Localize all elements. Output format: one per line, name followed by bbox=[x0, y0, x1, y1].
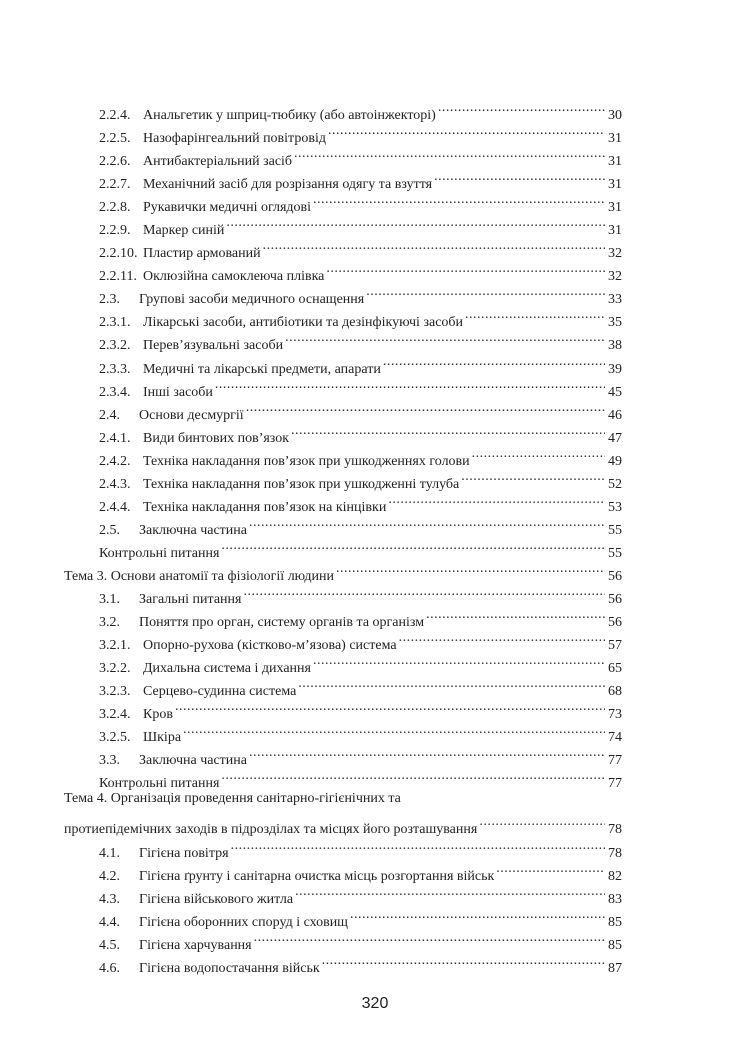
toc-dot-leader bbox=[313, 649, 605, 672]
toc-entry-number: 2.4.4. bbox=[99, 499, 131, 515]
toc-entry[interactable] bbox=[0, 626, 750, 654]
toc-entry-number: 2.2.7. bbox=[99, 177, 131, 193]
toc-entry-title: Серцево-судинна система bbox=[143, 684, 297, 700]
toc-entry-title: Опорно-рухова (кістково-м’язова) система bbox=[143, 638, 397, 654]
toc-entry[interactable] bbox=[0, 880, 750, 907]
toc-entry-number: 2.3. bbox=[99, 292, 120, 308]
toc-entry-page: 32 bbox=[608, 269, 622, 285]
toc-entry-page: 47 bbox=[608, 430, 622, 446]
toc-entry-line bbox=[64, 557, 622, 584]
toc-entry-line bbox=[99, 303, 622, 331]
toc-dot-leader bbox=[366, 280, 605, 303]
toc-entry-title: Лікарські засоби, антибіотики та дезінфікуючі засоби bbox=[143, 315, 464, 331]
toc-entry-line bbox=[99, 119, 622, 147]
toc-dot-leader bbox=[231, 834, 605, 857]
toc-entry-line bbox=[99, 603, 622, 631]
toc-dot-leader bbox=[399, 626, 605, 649]
toc-entry[interactable] bbox=[0, 511, 750, 538]
toc-entry[interactable] bbox=[0, 949, 750, 976]
toc-entry-line bbox=[99, 142, 622, 170]
toc-entry-line bbox=[99, 350, 622, 377]
toc-entry-page: 83 bbox=[608, 891, 622, 907]
toc-entry-title: Заключна частина bbox=[139, 522, 247, 538]
toc-entry-page: 78 bbox=[608, 845, 622, 861]
toc-entry-page: 85 bbox=[608, 914, 622, 930]
toc-entry-line bbox=[99, 718, 622, 746]
toc-entry-line bbox=[99, 880, 622, 907]
toc-entry-page: 31 bbox=[608, 200, 622, 216]
toc-entry-line bbox=[99, 188, 622, 216]
toc-entry[interactable] bbox=[0, 718, 750, 746]
toc-entry-number: 4.2. bbox=[99, 868, 120, 884]
toc-entry-line bbox=[99, 96, 622, 123]
toc-entry-number: 2.4.3. bbox=[99, 476, 131, 492]
toc-entry-line bbox=[64, 810, 622, 838]
toc-dot-leader bbox=[263, 234, 605, 257]
toc-entry-number: 2.4.1. bbox=[99, 430, 131, 446]
toc-entry[interactable] bbox=[0, 303, 750, 331]
toc-entry-number: 2.2.6. bbox=[99, 154, 131, 170]
toc-entry-number: 3.2.2. bbox=[99, 661, 131, 677]
toc-entry-number: 2.2.11. bbox=[99, 269, 137, 285]
toc-entry-title: Дихальна система і дихання bbox=[143, 661, 311, 677]
toc-entry-number: 4.1. bbox=[99, 845, 120, 861]
toc-entry-title: Шкіра bbox=[143, 730, 182, 746]
toc-entry-page: 85 bbox=[608, 937, 622, 953]
toc-entry-page: 45 bbox=[608, 384, 622, 400]
toc-dot-leader bbox=[461, 465, 605, 488]
toc-entry-title: Контрольні питання bbox=[99, 776, 220, 792]
toc-dot-leader bbox=[249, 511, 605, 534]
toc-dot-leader bbox=[254, 926, 605, 949]
toc-entry-title: Гігієна ґрунту і санітарна очистка місць розгортання військ bbox=[139, 868, 495, 884]
table-of-contents bbox=[0, 96, 750, 976]
toc-entry-title: Гігієна військового житла bbox=[139, 891, 294, 907]
toc-entry-title: Антибактеріальний засіб bbox=[143, 154, 293, 170]
toc-entry[interactable] bbox=[0, 326, 750, 354]
toc-dot-leader bbox=[465, 303, 605, 326]
toc-entry-page: 74 bbox=[608, 730, 622, 746]
toc-dot-leader bbox=[336, 557, 605, 580]
toc-entry-page: 56 bbox=[608, 615, 622, 631]
toc-entry-page: 56 bbox=[608, 568, 622, 584]
toc-entry[interactable] bbox=[0, 903, 750, 930]
toc-entry-page: 39 bbox=[608, 361, 622, 377]
toc-dot-leader bbox=[243, 580, 605, 603]
toc-entry-title: Перев’язувальні засоби bbox=[143, 338, 284, 354]
toc-entry-page: 32 bbox=[608, 246, 622, 262]
toc-entry-number: 3.1. bbox=[99, 591, 120, 607]
toc-dot-leader bbox=[426, 603, 605, 626]
toc-dot-leader bbox=[350, 903, 605, 926]
toc-entry-number: 4.4. bbox=[99, 914, 120, 930]
toc-entry-page: 73 bbox=[608, 707, 622, 723]
toc-entry[interactable] bbox=[0, 857, 750, 884]
toc-entry-title: Тема 4. Організація проведення санітарно-гігієнічних та bbox=[64, 791, 401, 807]
toc-entry-line bbox=[99, 626, 622, 654]
toc-dot-leader bbox=[434, 165, 605, 188]
toc-entry-number: 2.2.9. bbox=[99, 223, 131, 239]
toc-entry-number: 2.2.10. bbox=[99, 246, 138, 262]
toc-dot-leader bbox=[221, 764, 605, 787]
toc-entry-title: Гігієна водопостачання військ bbox=[139, 960, 320, 976]
toc-dot-leader bbox=[496, 857, 605, 880]
toc-entry[interactable] bbox=[0, 787, 750, 810]
toc-entry-line bbox=[99, 165, 622, 193]
toc-entry-number: 2.2.8. bbox=[99, 200, 131, 216]
toc-entry-line bbox=[99, 926, 622, 953]
toc-entry[interactable] bbox=[0, 188, 750, 216]
toc-entry-page: 33 bbox=[608, 292, 622, 308]
toc-entry-page: 65 bbox=[608, 661, 622, 677]
toc-entry-line bbox=[99, 442, 622, 469]
toc-entry-title: Гігієна оборонних споруд і сховищ bbox=[139, 914, 348, 930]
toc-dot-leader bbox=[183, 718, 605, 741]
toc-dot-leader bbox=[226, 211, 605, 234]
toc-dot-leader bbox=[249, 741, 605, 764]
toc-entry[interactable] bbox=[0, 580, 750, 607]
toc-dot-leader bbox=[291, 419, 605, 442]
toc-entry-line bbox=[99, 949, 622, 976]
toc-entry[interactable] bbox=[0, 926, 750, 953]
toc-entry-page: 30 bbox=[608, 108, 622, 123]
toc-entry-page: 82 bbox=[608, 868, 622, 884]
toc-entry-line bbox=[99, 488, 622, 515]
toc-entry-number: 3.3. bbox=[99, 753, 120, 769]
toc-entry-page: 57 bbox=[608, 638, 622, 654]
toc-entry-title: Гігієна повітря bbox=[139, 845, 229, 861]
toc-entry-line bbox=[99, 511, 622, 538]
toc-dot-leader bbox=[326, 257, 605, 280]
toc-entry-line bbox=[99, 857, 622, 884]
toc-entry-line bbox=[99, 396, 622, 423]
toc-entry-line bbox=[99, 834, 622, 861]
toc-entry[interactable] bbox=[0, 603, 750, 631]
toc-entry[interactable] bbox=[0, 373, 750, 400]
toc-dot-leader bbox=[328, 119, 605, 142]
toc-entry-title: Контрольні питання bbox=[99, 545, 220, 561]
toc-dot-leader bbox=[246, 396, 605, 419]
toc-dot-leader bbox=[383, 350, 605, 373]
toc-entry[interactable] bbox=[0, 234, 750, 262]
toc-entry-title: Рукавички медичні оглядові bbox=[143, 200, 312, 216]
toc-entry-page: 77 bbox=[608, 753, 622, 769]
toc-entry-page: 78 bbox=[608, 822, 622, 838]
toc-entry[interactable] bbox=[0, 764, 750, 792]
toc-entry-page: 38 bbox=[608, 338, 622, 354]
toc-entry-title: Техніка накладання пов’язок при ушкодженнях голови bbox=[143, 453, 470, 469]
toc-entry-title: протиепідемічних заходів в підрозділах та місцях його розташування bbox=[64, 822, 478, 838]
toc-entry-number: 4.6. bbox=[99, 960, 120, 976]
toc-entry[interactable] bbox=[0, 649, 750, 677]
toc-entry[interactable] bbox=[0, 142, 750, 170]
toc-dot-leader bbox=[175, 695, 605, 718]
toc-entry-line bbox=[99, 211, 622, 239]
toc-entry[interactable] bbox=[0, 257, 750, 285]
toc-dot-leader bbox=[295, 880, 605, 903]
toc-entry-line bbox=[99, 741, 622, 769]
toc-entry[interactable] bbox=[0, 211, 750, 239]
toc-entry[interactable] bbox=[0, 695, 750, 723]
toc-entry-number: 4.3. bbox=[99, 891, 120, 907]
toc-entry[interactable] bbox=[0, 419, 750, 446]
toc-entry-number: 3.2.4. bbox=[99, 707, 131, 723]
toc-entry-line bbox=[99, 649, 622, 677]
toc-entry-number: 3.2. bbox=[99, 615, 120, 631]
toc-entry-line bbox=[99, 764, 622, 792]
toc-dot-leader bbox=[221, 534, 605, 557]
toc-entry[interactable] bbox=[0, 396, 750, 423]
toc-entry-number: 3.2.3. bbox=[99, 684, 131, 700]
toc-entry-number: 2.3.3. bbox=[99, 361, 131, 377]
page-number: 320 bbox=[361, 995, 389, 1012]
toc-entry-page: 46 bbox=[608, 407, 622, 423]
toc-entry-line bbox=[99, 534, 622, 561]
toc-entry-title: Маркер синій bbox=[143, 223, 225, 239]
toc-entry[interactable] bbox=[0, 442, 750, 469]
toc-entry-line bbox=[99, 695, 622, 723]
toc-entry-number: 3.2.1. bbox=[99, 638, 131, 654]
toc-entry-number: 2.5. bbox=[99, 522, 120, 538]
toc-entry[interactable] bbox=[0, 810, 750, 838]
toc-entry-page: 68 bbox=[608, 684, 622, 700]
toc-entry[interactable] bbox=[0, 465, 750, 492]
toc-dot-leader bbox=[472, 442, 605, 465]
toc-dot-leader bbox=[388, 488, 605, 511]
toc-entry-line bbox=[99, 257, 622, 285]
toc-entry[interactable] bbox=[0, 96, 750, 123]
toc-entry-number: 2.4. bbox=[99, 407, 120, 423]
toc-entry-page: 55 bbox=[608, 522, 622, 538]
toc-entry[interactable] bbox=[0, 165, 750, 193]
toc-entry-line bbox=[99, 234, 622, 262]
toc-dot-leader bbox=[294, 142, 605, 165]
toc-entry[interactable] bbox=[0, 672, 750, 700]
toc-entry-page: 56 bbox=[608, 591, 622, 607]
toc-dot-leader bbox=[285, 326, 605, 349]
toc-entry-line bbox=[99, 903, 622, 930]
toc-entry-title: Оклюзійна самоклеюча плівка bbox=[143, 269, 325, 285]
toc-entry-title: Техніка накладання пов’язок при ушкодженні тулуба bbox=[143, 476, 460, 492]
toc-dot-leader bbox=[479, 810, 605, 833]
toc-entry-number: 2.2.5. bbox=[99, 131, 131, 147]
toc-entry[interactable] bbox=[0, 280, 750, 308]
toc-entry-title: Поняття про орган, систему органів та організм bbox=[139, 615, 425, 631]
toc-entry[interactable] bbox=[0, 350, 750, 377]
toc-entry-page: 35 bbox=[608, 315, 622, 331]
toc-entry-page: 55 bbox=[608, 545, 622, 561]
toc-entry-page: 49 bbox=[608, 453, 622, 469]
toc-entry-number: 4.5. bbox=[99, 937, 120, 953]
toc-entry-title: Інші засоби bbox=[143, 384, 213, 400]
toc-entry-page: 31 bbox=[608, 223, 622, 239]
toc-entry-page: 52 bbox=[608, 476, 622, 492]
toc-dot-leader bbox=[313, 188, 605, 211]
toc-entry[interactable] bbox=[0, 488, 750, 515]
toc-entry-number: 2.4.2. bbox=[99, 453, 131, 469]
toc-entry-title: Види бинтових пов’язок bbox=[143, 430, 290, 446]
toc-entry-page: 31 bbox=[608, 154, 622, 170]
toc-entry-title: Загальні питання bbox=[139, 591, 242, 607]
toc-entry[interactable] bbox=[0, 534, 750, 561]
toc-entry-title: Назофарінгеальний повітровід bbox=[143, 131, 326, 147]
toc-entry-line bbox=[99, 419, 622, 446]
toc-entry-number: 2.2.4. bbox=[99, 108, 131, 123]
toc-entry-page: 31 bbox=[608, 131, 622, 147]
toc-entry-title: Гігієна харчування bbox=[139, 937, 252, 953]
toc-entry[interactable] bbox=[0, 741, 750, 769]
toc-entry-line bbox=[99, 280, 622, 308]
toc-entry-title: Медичні та лікарські предмети, апарати bbox=[143, 361, 381, 377]
toc-entry-title: Анальгетик у шприц-тюбику (або автоінжекторі) bbox=[143, 108, 436, 123]
toc-dot-leader bbox=[215, 373, 605, 396]
toc-dot-leader bbox=[298, 672, 605, 695]
toc-entry-title: Тема 3. Основи анатомії та фізіології людини bbox=[64, 568, 335, 584]
toc-entry-title: Групові засоби медичного оснащення bbox=[139, 292, 365, 308]
toc-dot-leader bbox=[438, 96, 605, 119]
toc-entry-line bbox=[99, 580, 622, 607]
toc-entry-page: 77 bbox=[608, 776, 622, 792]
toc-entry-title: Пластир армований bbox=[143, 246, 261, 262]
toc-dot-leader bbox=[322, 949, 605, 972]
toc-entry-number: 2.3.1. bbox=[99, 315, 131, 331]
toc-entry-page: 31 bbox=[608, 177, 622, 193]
toc-entry-line bbox=[99, 465, 622, 492]
toc-entry-title: Техніка накладання пов’язок на кінцівки bbox=[143, 499, 387, 515]
toc-entry-number: 3.2.5. bbox=[99, 730, 131, 746]
toc-entry-title: Механічний засіб для розрізання одягу та взуття bbox=[143, 177, 433, 193]
toc-entry-line bbox=[99, 326, 622, 354]
toc-entry-line bbox=[64, 787, 622, 810]
toc-entry-title: Основи десмургії bbox=[139, 407, 244, 423]
toc-entry-number: 2.3.4. bbox=[99, 384, 131, 400]
toc-entry[interactable] bbox=[0, 834, 750, 861]
toc-entry-line bbox=[99, 672, 622, 700]
toc-entry-page: 53 bbox=[608, 499, 622, 515]
toc-entry-line bbox=[99, 373, 622, 400]
toc-entry-title: Заключна частина bbox=[139, 753, 247, 769]
toc-entry-title: Кров bbox=[143, 707, 173, 723]
toc-entry[interactable] bbox=[0, 557, 750, 584]
toc-entry-number: 2.3.2. bbox=[99, 338, 131, 354]
toc-entry-page: 87 bbox=[608, 960, 622, 976]
toc-entry[interactable] bbox=[0, 119, 750, 147]
